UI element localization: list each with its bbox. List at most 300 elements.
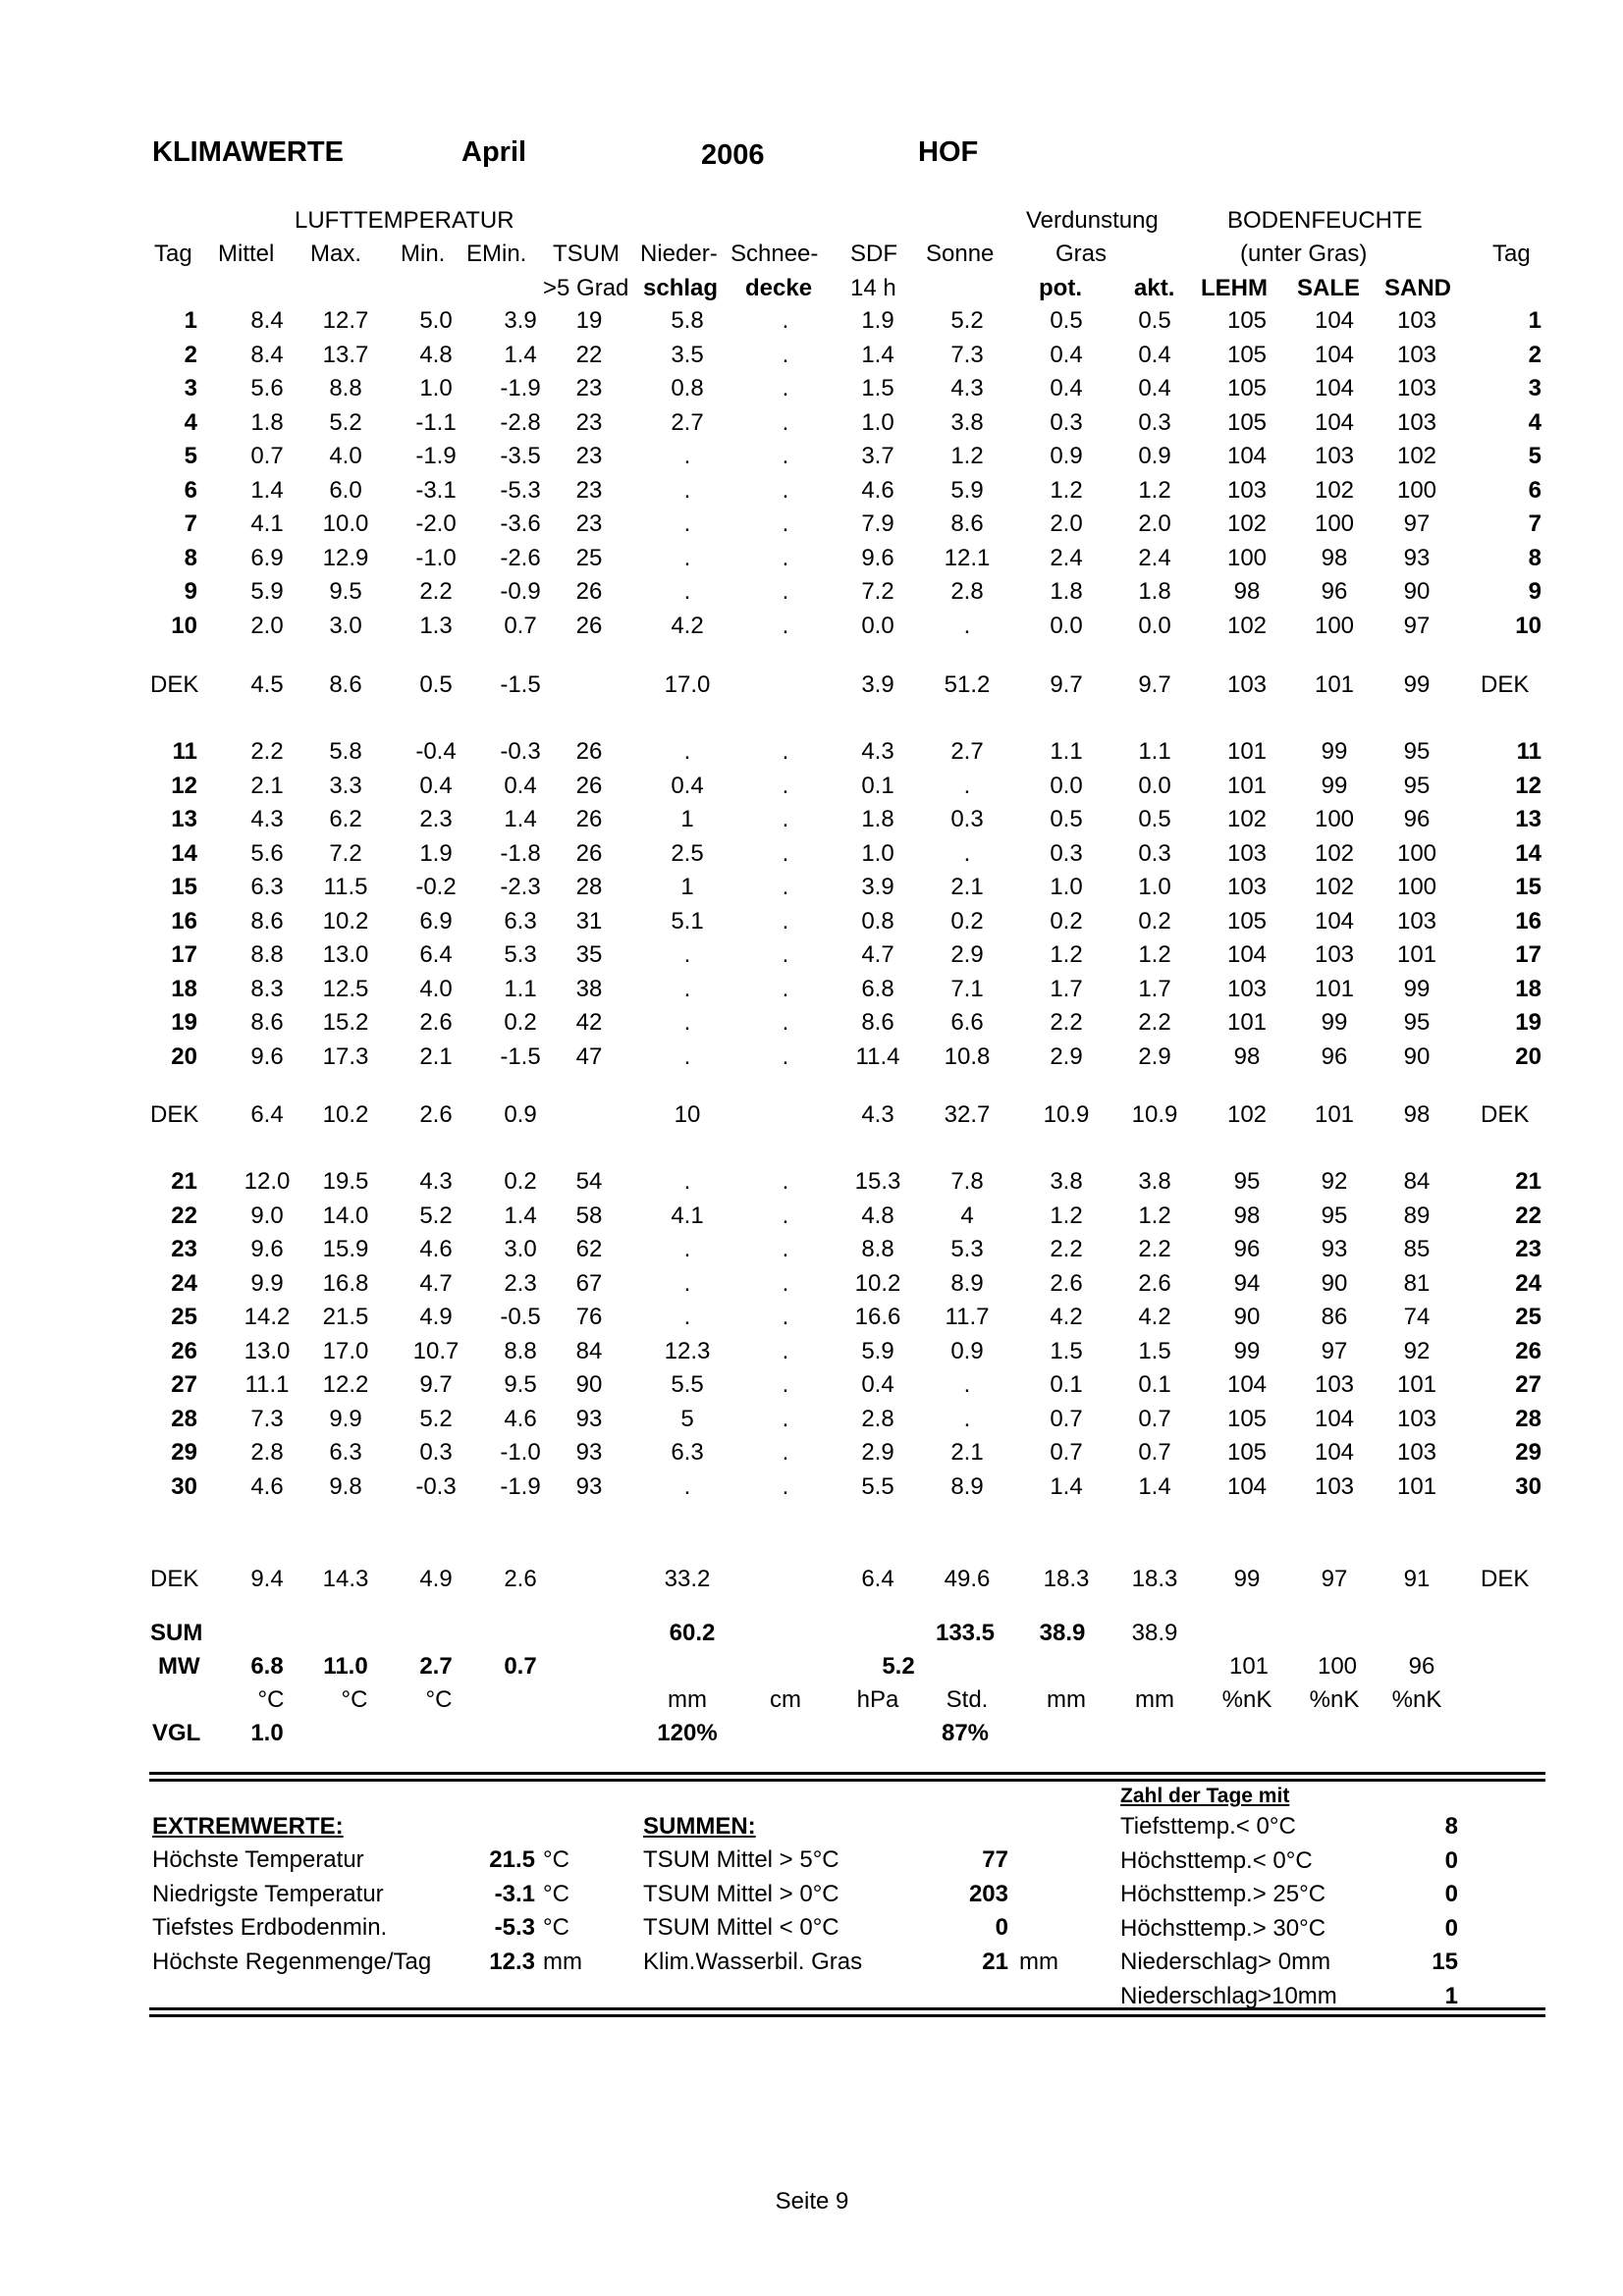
cell-tag: 28 — [171, 1405, 197, 1432]
cell-pot: 1.2 — [1050, 1201, 1083, 1229]
cell-sdf: 4.7 — [861, 941, 894, 968]
cell-sand: 98 — [1403, 1101, 1431, 1128]
cell-akt: 10.9 — [1131, 1101, 1178, 1128]
cell-lehm: 105 — [1226, 408, 1268, 436]
mw-sale: 100 — [1317, 1653, 1358, 1680]
cell-nieder: 3.5 — [671, 341, 704, 368]
cell-sdf: 1.0 — [861, 839, 894, 867]
extreme-unit: mm — [543, 1948, 582, 1975]
cell-emin: 0.7 — [504, 612, 537, 639]
cell-sdf: 0.0 — [861, 612, 894, 639]
cell-schnee: . — [782, 772, 789, 799]
cell-sale: 99 — [1321, 738, 1348, 765]
cell-pot: 0.5 — [1050, 806, 1083, 832]
cell-pot: 1.7 — [1050, 975, 1083, 1002]
cell-emin: 4.6 — [504, 1405, 537, 1432]
cell-tag-right: 4 — [1528, 408, 1542, 436]
cell-sdf: 0.1 — [861, 772, 894, 799]
cell-max: 14.3 — [322, 1566, 369, 1592]
cell-emin: -0.9 — [500, 578, 541, 605]
cell-sonne: . — [963, 1405, 971, 1432]
cell-pot: 1.8 — [1050, 578, 1083, 605]
cell-sdf: 1.8 — [861, 806, 894, 832]
summen-label: TSUM Mittel > 5°C — [643, 1846, 839, 1873]
cell-sonne: 1.2 — [950, 443, 984, 469]
cell-sonne: 10.8 — [944, 1042, 991, 1070]
cell-min: -0.2 — [415, 874, 457, 900]
cell-nieder: 10 — [674, 1101, 701, 1128]
cell-emin: -2.8 — [500, 408, 541, 436]
cell-sdf: 2.9 — [861, 1439, 894, 1466]
cell-mittel: 0.7 — [250, 443, 284, 469]
tage-value: 1 — [1444, 1982, 1458, 2009]
cell-sand: 103 — [1396, 1439, 1437, 1466]
cell-lehm: 103 — [1226, 874, 1268, 900]
cell-pot: 0.3 — [1050, 408, 1083, 436]
cell-tag-right: 13 — [1515, 806, 1542, 832]
cell-schnee: . — [782, 1168, 789, 1195]
cell-sonne: 7.8 — [950, 1168, 984, 1195]
cell-sand: 84 — [1403, 1168, 1431, 1195]
cell-sand: 90 — [1403, 578, 1431, 605]
cell-max: 9.9 — [329, 1405, 362, 1432]
cell-sonne: 11.7 — [945, 1304, 990, 1330]
header-nieder: Nieder- — [640, 240, 718, 267]
cell-nieder: 4.1 — [671, 1201, 704, 1229]
cell-tsum: 23 — [575, 375, 603, 401]
cell-sonne: . — [963, 1371, 971, 1398]
cell-tag-right: 12 — [1515, 772, 1542, 799]
cell-lehm: 100 — [1226, 544, 1268, 571]
cell-lehm: 96 — [1233, 1236, 1261, 1262]
summen-heading: SUMMEN: — [643, 1813, 756, 1840]
extreme-unit: °C — [543, 1914, 569, 1941]
cell-sand: 95 — [1403, 1009, 1431, 1036]
cell-min: 2.6 — [419, 1009, 453, 1036]
cell-schnee: . — [782, 1201, 789, 1229]
cell-tsum: 54 — [575, 1168, 603, 1195]
cell-min: -1.9 — [415, 443, 457, 469]
cell-akt: 0.4 — [1138, 341, 1171, 368]
cell-sand: 103 — [1396, 341, 1437, 368]
cell-nieder: . — [683, 941, 691, 968]
cell-emin: -0.3 — [500, 738, 541, 765]
tage-label: Niederschlag>10mm — [1120, 1982, 1337, 2009]
cell-max: 12.2 — [322, 1371, 369, 1398]
cell-sale: 103 — [1314, 443, 1355, 469]
header-sand: SAND — [1384, 275, 1452, 301]
cell-sonne: 5.9 — [950, 476, 984, 504]
cell-pot: 0.2 — [1050, 907, 1083, 934]
cell-sand: 90 — [1403, 1042, 1431, 1070]
cell-tag-right: 2 — [1528, 341, 1542, 368]
extreme-unit: °C — [543, 1880, 569, 1907]
cell-sonne: . — [963, 612, 971, 639]
cell-nieder: . — [683, 1042, 691, 1070]
cell-max: 15.9 — [322, 1236, 369, 1262]
cell-lehm: 102 — [1226, 612, 1268, 639]
cell-emin: -0.5 — [500, 1304, 541, 1330]
cell-min: -0.4 — [415, 738, 457, 765]
cell-mittel: 1.4 — [250, 476, 284, 504]
cell-tag: 16 — [171, 907, 197, 934]
summen-label: TSUM Mittel < 0°C — [643, 1914, 839, 1941]
summen-value: 77 — [982, 1846, 1008, 1873]
cell-akt: 9.7 — [1138, 671, 1171, 698]
cell-sale: 96 — [1321, 1042, 1348, 1070]
cell-mittel: 8.8 — [250, 941, 284, 968]
cell-min: 2.3 — [419, 806, 453, 832]
cell-tag: 1 — [184, 307, 197, 334]
cell-sale: 100 — [1314, 806, 1355, 832]
cell-schnee: . — [782, 612, 789, 639]
cell-schnee: . — [782, 544, 789, 571]
cell-tsum: 26 — [575, 839, 603, 867]
cell-sale: 104 — [1314, 907, 1355, 934]
cell-mittel: 7.3 — [250, 1405, 284, 1432]
cell-schnee: . — [782, 839, 789, 867]
cell-lehm: 104 — [1226, 941, 1268, 968]
cell-tag-right: 24 — [1515, 1269, 1542, 1297]
cell-lehm: 102 — [1226, 806, 1268, 832]
cell-emin: -2.6 — [500, 544, 541, 571]
cell-nieder: 5.8 — [671, 307, 704, 334]
cell-emin: -1.8 — [500, 839, 541, 867]
cell-tag: 25 — [171, 1304, 197, 1330]
vgl-nieder: 120% — [657, 1720, 718, 1746]
cell-max: 10.2 — [322, 1101, 369, 1128]
cell-schnee: . — [782, 375, 789, 401]
cell-lehm: 98 — [1233, 578, 1261, 605]
cell-sdf: 4.3 — [861, 738, 894, 765]
cell-akt: 0.0 — [1138, 772, 1171, 799]
cell-mittel: 8.4 — [250, 307, 284, 334]
cell-schnee: . — [782, 408, 789, 436]
cell-max: 3.3 — [329, 772, 362, 799]
cell-lehm: 105 — [1226, 1439, 1268, 1466]
cell-sdf: 4.6 — [861, 476, 894, 504]
cell-sonne: 3.8 — [950, 408, 984, 436]
header-akt: akt. — [1134, 275, 1175, 301]
cell-mittel: 8.4 — [250, 341, 284, 368]
cell-akt: 1.5 — [1138, 1337, 1171, 1364]
extreme-label: Niedrigste Temperatur — [152, 1880, 384, 1907]
cell-tag-right: DEK — [1481, 671, 1530, 698]
cell-pot: 0.7 — [1050, 1439, 1083, 1466]
cell-sonne: 49.6 — [944, 1566, 991, 1592]
cell-emin: 9.5 — [504, 1371, 537, 1398]
cell-tag: DEK — [150, 1566, 199, 1592]
cell-lehm: 105 — [1226, 341, 1268, 368]
cell-mittel: 5.6 — [250, 375, 284, 401]
cell-mittel: 8.6 — [250, 907, 284, 934]
cell-sonne: . — [963, 772, 971, 799]
cell-tag-right: 10 — [1515, 612, 1542, 639]
cell-min: -1.0 — [415, 544, 457, 571]
cell-emin: 3.9 — [504, 307, 537, 334]
cell-mittel: 8.3 — [250, 975, 284, 1002]
cell-sale: 101 — [1314, 671, 1355, 698]
cell-sdf: 7.9 — [861, 510, 894, 537]
cell-mittel: 2.2 — [250, 738, 284, 765]
cell-sale: 97 — [1321, 1337, 1348, 1364]
cell-emin: -3.6 — [500, 510, 541, 537]
cell-tag-right: 30 — [1515, 1472, 1542, 1500]
unit-sand: %nK — [1391, 1686, 1442, 1713]
cell-tag-right: 17 — [1515, 941, 1542, 968]
cell-akt: 1.7 — [1138, 975, 1171, 1002]
cell-sonne: 32.7 — [944, 1101, 991, 1128]
cell-tag-right: 14 — [1515, 839, 1542, 867]
cell-tsum: 93 — [575, 1439, 603, 1466]
cell-tag: 3 — [184, 375, 197, 401]
cell-sale: 90 — [1321, 1269, 1348, 1297]
cell-pot: 0.0 — [1050, 612, 1083, 639]
cell-pot: 10.9 — [1043, 1101, 1090, 1128]
cell-mittel: 4.3 — [250, 806, 284, 832]
cell-tag-right: 23 — [1515, 1236, 1542, 1262]
cell-pot: 0.0 — [1050, 772, 1083, 799]
cell-tsum: 23 — [575, 510, 603, 537]
cell-sand: 97 — [1403, 510, 1431, 537]
cell-sand: 81 — [1403, 1269, 1431, 1297]
header-tsum-sub: >5 Grad — [543, 275, 629, 301]
cell-pot: 2.4 — [1050, 544, 1083, 571]
tage-heading: Zahl der Tage mit — [1120, 1785, 1290, 1807]
cell-pot: 18.3 — [1043, 1566, 1090, 1592]
cell-sdf: 0.4 — [861, 1371, 894, 1398]
cell-sale: 101 — [1314, 1101, 1355, 1128]
cell-tsum: 23 — [575, 408, 603, 436]
cell-nieder: 6.3 — [671, 1439, 704, 1466]
unit-schnee: cm — [770, 1686, 801, 1713]
cell-tag-right: 18 — [1515, 975, 1542, 1002]
cell-pot: 3.8 — [1050, 1168, 1083, 1195]
cell-akt: 2.4 — [1138, 544, 1171, 571]
unit-min: °C — [425, 1686, 453, 1713]
cell-nieder: . — [683, 1269, 691, 1297]
cell-mittel: 2.0 — [250, 612, 284, 639]
cell-emin: 0.9 — [504, 1101, 537, 1128]
summen-value: 0 — [995, 1914, 1008, 1941]
cell-pot: 0.4 — [1050, 341, 1083, 368]
cell-tsum: 90 — [575, 1371, 603, 1398]
cell-sonne: 0.2 — [950, 907, 984, 934]
cell-tsum: 42 — [575, 1009, 603, 1036]
cell-schnee: . — [782, 1337, 789, 1364]
cell-schnee: . — [782, 1042, 789, 1070]
cell-tag-right: DEK — [1481, 1101, 1530, 1128]
cell-lehm: 102 — [1226, 510, 1268, 537]
cell-akt: 2.0 — [1138, 510, 1171, 537]
cell-sand: 91 — [1403, 1566, 1431, 1592]
cell-tag: 19 — [171, 1009, 197, 1036]
cell-nieder: 0.8 — [671, 375, 704, 401]
cell-tsum: 58 — [575, 1201, 603, 1229]
header-schnee-sub: decke — [745, 275, 813, 301]
header-sonne: Sonne — [926, 240, 995, 267]
cell-lehm: 98 — [1233, 1042, 1261, 1070]
cell-max: 6.3 — [329, 1439, 362, 1466]
cell-tag-right: 20 — [1515, 1042, 1542, 1070]
cell-mittel: 1.8 — [250, 408, 284, 436]
cell-pot: 2.2 — [1050, 1236, 1083, 1262]
cell-schnee: . — [782, 510, 789, 537]
cell-lehm: 104 — [1226, 1371, 1268, 1398]
cell-tag: 8 — [184, 544, 197, 571]
cell-schnee: . — [782, 341, 789, 368]
summen-label: Klim.Wasserbil. Gras — [643, 1948, 863, 1975]
cell-nieder: 33.2 — [664, 1566, 711, 1592]
cell-akt: 0.0 — [1138, 612, 1171, 639]
divider-bottom-2 — [149, 2014, 1545, 2017]
cell-schnee: . — [782, 975, 789, 1002]
cell-sdf: 10.2 — [854, 1269, 901, 1297]
cell-schnee: . — [782, 1371, 789, 1398]
cell-min: 0.4 — [419, 772, 453, 799]
cell-tag-right: 29 — [1515, 1439, 1542, 1466]
cell-sonne: 4 — [960, 1201, 974, 1229]
extreme-unit: °C — [543, 1846, 569, 1873]
cell-sonne: 2.1 — [950, 874, 984, 900]
cell-akt: 1.2 — [1138, 941, 1171, 968]
cell-max: 4.0 — [329, 443, 362, 469]
cell-nieder: 1 — [680, 806, 694, 832]
extreme-heading: EXTREMWERTE: — [152, 1813, 344, 1840]
cell-sand: 85 — [1403, 1236, 1431, 1262]
cell-tag-right: DEK — [1481, 1566, 1530, 1592]
cell-tsum: 22 — [575, 341, 603, 368]
extreme-value: -3.1 — [494, 1880, 535, 1907]
cell-sand: 101 — [1396, 1472, 1437, 1500]
cell-tsum: 26 — [575, 738, 603, 765]
mw-sand: 96 — [1408, 1653, 1435, 1680]
report-month: April — [461, 136, 527, 168]
cell-lehm: 94 — [1233, 1269, 1261, 1297]
cell-nieder: 4.2 — [671, 612, 704, 639]
cell-akt: 2.2 — [1138, 1009, 1171, 1036]
cell-mittel: 5.6 — [250, 839, 284, 867]
cell-schnee: . — [782, 578, 789, 605]
cell-sdf: 9.6 — [861, 544, 894, 571]
sum-sonne: 133.5 — [935, 1620, 996, 1646]
cell-sale: 103 — [1314, 1472, 1355, 1500]
cell-emin: -1.9 — [500, 1472, 541, 1500]
cell-emin: -1.0 — [500, 1439, 541, 1466]
cell-sand: 95 — [1403, 772, 1431, 799]
cell-tag: 10 — [171, 612, 197, 639]
cell-lehm: 101 — [1226, 1009, 1268, 1036]
cell-emin: 0.2 — [504, 1009, 537, 1036]
cell-emin: 1.1 — [504, 975, 537, 1002]
summen-value: 21 — [982, 1948, 1008, 1975]
cell-sdf: 5.9 — [861, 1337, 894, 1364]
cell-sonne: 0.3 — [950, 806, 984, 832]
mw-emin: 0.7 — [504, 1653, 537, 1680]
cell-min: 6.4 — [419, 941, 453, 968]
sum-nieder: 60.2 — [669, 1620, 716, 1646]
cell-tsum: 38 — [575, 975, 603, 1002]
cell-nieder: . — [683, 578, 691, 605]
unit-lehm: %nK — [1221, 1686, 1272, 1713]
cell-max: 9.8 — [329, 1472, 362, 1500]
cell-tag: 26 — [171, 1337, 197, 1364]
cell-emin: 5.3 — [504, 941, 537, 968]
cell-sale: 99 — [1321, 772, 1348, 799]
cell-pot: 9.7 — [1050, 671, 1083, 698]
cell-tag: 29 — [171, 1439, 197, 1466]
cell-nieder: . — [683, 1168, 691, 1195]
cell-sonne: 7.1 — [950, 975, 984, 1002]
cell-lehm: 103 — [1226, 476, 1268, 504]
cell-max: 11.5 — [323, 874, 368, 900]
cell-sonne: 5.2 — [950, 307, 984, 334]
cell-schnee: . — [782, 1009, 789, 1036]
cell-pot: 0.9 — [1050, 443, 1083, 469]
tage-value: 0 — [1444, 1914, 1458, 1942]
cell-mittel: 9.4 — [250, 1566, 284, 1592]
cell-emin: 0.4 — [504, 772, 537, 799]
vgl-sonne: 87% — [941, 1720, 990, 1746]
cell-sonne: 7.3 — [950, 341, 984, 368]
cell-max: 8.6 — [329, 671, 362, 698]
sum-label: SUM — [150, 1620, 203, 1646]
cell-akt: 1.8 — [1138, 578, 1171, 605]
cell-akt: 4.2 — [1138, 1304, 1171, 1330]
cell-mittel: 9.9 — [250, 1269, 284, 1297]
cell-emin: 8.8 — [504, 1337, 537, 1364]
cell-emin: -1.9 — [500, 375, 541, 401]
cell-emin: 1.4 — [504, 1201, 537, 1229]
cell-pot: 2.9 — [1050, 1042, 1083, 1070]
cell-sale: 97 — [1321, 1566, 1348, 1592]
cell-max: 8.8 — [329, 375, 362, 401]
cell-min: 2.6 — [419, 1101, 453, 1128]
cell-max: 17.0 — [322, 1337, 369, 1364]
cell-tag-right: 27 — [1515, 1371, 1542, 1398]
cell-lehm: 101 — [1226, 772, 1268, 799]
cell-tsum: 28 — [575, 874, 603, 900]
cell-mittel: 8.6 — [250, 1009, 284, 1036]
cell-sand: 96 — [1403, 806, 1431, 832]
cell-nieder: . — [683, 1304, 691, 1330]
cell-sand: 103 — [1396, 307, 1437, 334]
cell-tag-right: 16 — [1515, 907, 1542, 934]
cell-pot: 0.1 — [1050, 1371, 1083, 1398]
cell-max: 13.7 — [322, 341, 369, 368]
cell-mittel: 4.1 — [250, 510, 284, 537]
cell-akt: 2.6 — [1138, 1269, 1171, 1297]
cell-tag: DEK — [150, 671, 199, 698]
cell-lehm: 103 — [1226, 839, 1268, 867]
cell-lehm: 95 — [1233, 1168, 1261, 1195]
header-sale: SALE — [1297, 275, 1361, 301]
cell-sale: 102 — [1314, 839, 1355, 867]
cell-pot: 4.2 — [1050, 1304, 1083, 1330]
report-year: 2006 — [701, 139, 765, 171]
cell-schnee: . — [782, 1405, 789, 1432]
cell-tag-right: 26 — [1515, 1337, 1542, 1364]
cell-tag: 20 — [171, 1042, 197, 1070]
cell-max: 15.2 — [322, 1009, 369, 1036]
cell-mittel: 5.9 — [250, 578, 284, 605]
cell-schnee: . — [782, 1472, 789, 1500]
header-gras: Gras — [1055, 240, 1108, 267]
cell-mittel: 6.9 — [250, 544, 284, 571]
cell-tag: 11 — [172, 738, 197, 765]
cell-min: -1.1 — [415, 408, 457, 436]
cell-akt: 0.1 — [1138, 1371, 1171, 1398]
